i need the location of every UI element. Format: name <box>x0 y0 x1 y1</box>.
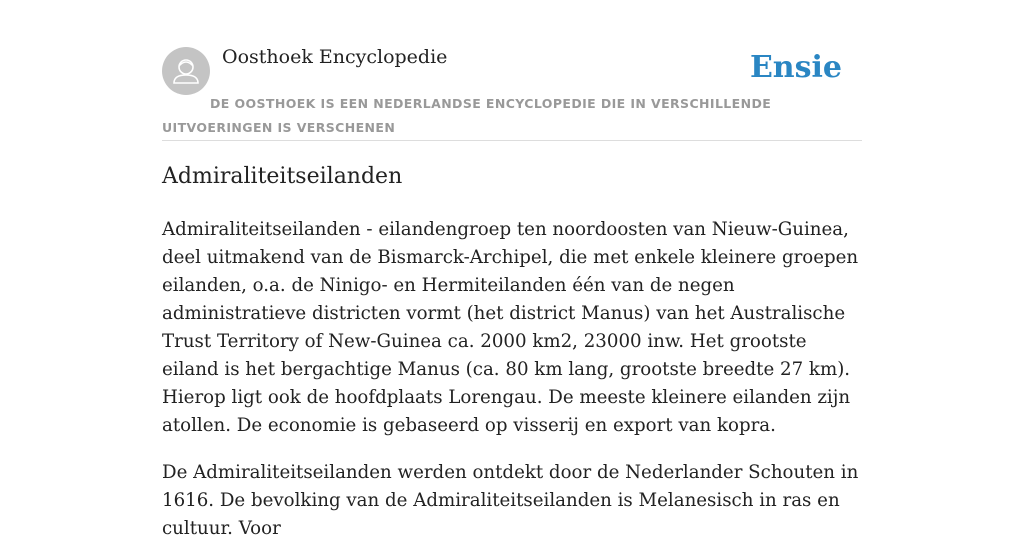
page-container <box>162 0 862 539</box>
brand-logo[interactable]: Ensie <box>749 50 842 85</box>
user-icon-graphic <box>162 47 210 95</box>
article-title: Admiraliteitseilanden <box>162 164 403 189</box>
user-icon[interactable] <box>162 47 210 95</box>
article-paragraph: De Admiraliteitseilanden werden ontdekt door de Nederlander Schouten in 1616. De bevolking van de Admiraliteitseilanden is Melanesisch in ras en cultuur. Voor <box>162 462 859 539</box>
site-tagline: DE OOSTHOEK IS EEN NEDERLANDSE ENCYCLOPEDIE DIE IN VERSCHILLENDE UITVOERINGEN IS VERSCHENEN <box>162 96 772 135</box>
site-title[interactable]: Oosthoek Encyclopedie <box>222 46 448 68</box>
site-header <box>162 0 862 141</box>
article-paragraph: Admiraliteitseilanden - eilandengroep ten noordoosten van Nieuw-Guinea, deel uitmakend van de Bismarck-Archipel, die met enkele kleinere groepen eilanden, o.a. de Ninigo- en Hermiteilanden één van de negen administratieve districten vormt (het district Manus) van het Australische Trust Territory of New-Guinea ca. 2000 km2, 23000 inw. Het grootste eiland is het bergachtige Manus (ca. 80 km lang, grootste breedte 27 km). Hierop ligt ook de hoofdplaats Lorengau. De meeste kleinere eilanden zijn atollen. De economie is gebaseerd op visserij en export van kopra. <box>162 219 859 436</box>
